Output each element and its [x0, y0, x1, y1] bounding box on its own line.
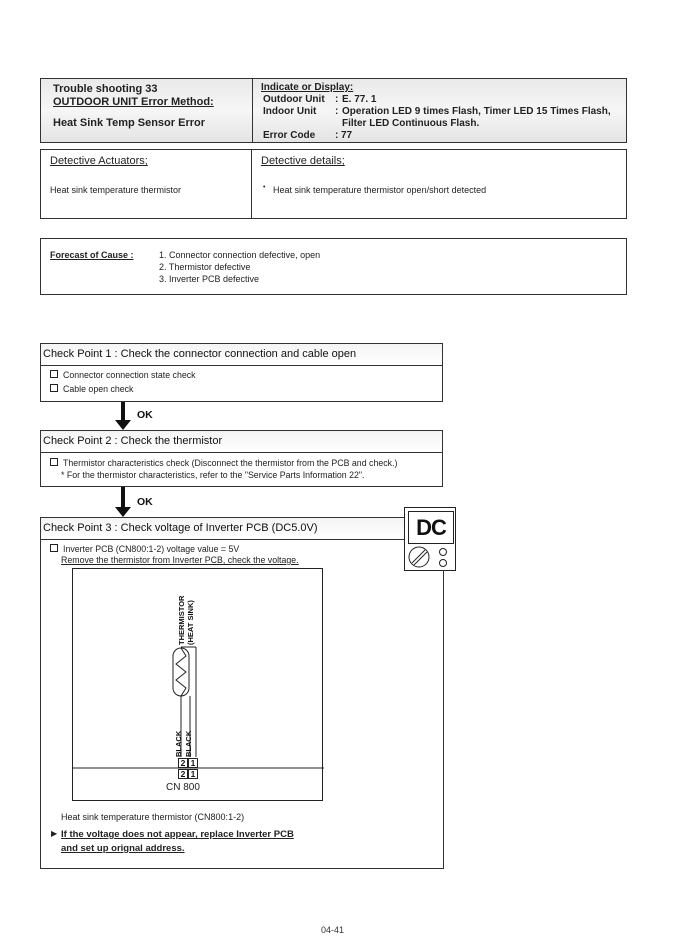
checklist-item-label: Inverter PCB (CN800:1-2) voltage value = 5V: [63, 544, 240, 554]
error-name: Heat Sink Temp Sensor Error: [53, 117, 206, 129]
down-arrow-icon: [115, 487, 131, 517]
service-info-note: * For the thermistor characteristics, refer to the "Service Parts Information 22".: [61, 470, 365, 480]
thermistor-label: THERMISTOR: [177, 595, 186, 645]
action-line-1: If the voltage does not appear, replace Inverter PCB: [61, 829, 294, 840]
colon: :: [335, 130, 339, 141]
forecast-item: 1. Connector connection defective, open: [159, 250, 321, 260]
connector-pin: 1: [188, 769, 198, 779]
action-arrow-icon: ▶: [51, 829, 58, 838]
error-header-box: [40, 78, 627, 143]
detective-details-value: Heat sink temperature thermistor open/short detected: [273, 185, 487, 195]
thermistor-heat-sink-label: (HEAT SINK): [186, 600, 195, 645]
header-divider: [252, 79, 253, 142]
dc-multimeter-icon: [404, 507, 456, 571]
outdoor-unit-value: E. 77. 1: [342, 94, 377, 105]
forecast-item: 2. Thermistor defective: [159, 262, 251, 272]
troubleshooting-title: Trouble shooting 33: [53, 83, 158, 95]
checkbox-icon: [50, 370, 58, 378]
indoor-unit-value-2: Filter LED Continuous Flash.: [342, 118, 480, 129]
indicate-display-label: Indicate or Display:: [261, 82, 354, 93]
connector-pin: 2: [178, 769, 188, 779]
down-arrow-icon: [115, 402, 131, 430]
detective-box: [40, 149, 627, 219]
error-code-value: 77: [341, 130, 353, 141]
connector-pin: 2: [178, 758, 188, 768]
checkbox-icon: [50, 458, 58, 466]
checklist-item: [50, 544, 239, 554]
check-point-2: [40, 430, 443, 487]
thermistor-symbol-icon: [73, 569, 324, 802]
checklist-item: [50, 384, 133, 394]
check-point-3-title: Check Point 3 : Check voltage of Inverter PCB (DC5.0V): [41, 518, 443, 540]
wire-color-label: BLACK: [174, 730, 183, 757]
indoor-unit-label: Indoor Unit: [263, 106, 317, 117]
voltage-check-note: Remove the thermistor from Inverter PCB, check the voltage.: [61, 555, 299, 565]
bullet-icon: •: [263, 184, 266, 191]
checkbox-icon: [50, 384, 58, 392]
connector-pin: 1: [188, 758, 198, 768]
forecast-label: Forecast of Cause :: [50, 250, 134, 260]
detective-actuators-value: Heat sink temperature thermistor: [50, 185, 182, 195]
outdoor-unit-label: Outdoor Unit: [263, 94, 325, 105]
detective-divider: [251, 150, 252, 218]
ok-label: OK: [137, 496, 153, 508]
error-method-label: OUTDOOR UNIT Error Method:: [53, 96, 214, 108]
wire-color-label: BLACK: [184, 730, 193, 757]
forecast-box: [40, 238, 627, 295]
page-number: 04-41: [321, 925, 345, 935]
colon: :: [335, 106, 339, 117]
checklist-item: [50, 458, 397, 468]
diagram-caption: Heat sink temperature thermistor (CN800:1-2): [61, 812, 245, 822]
error-code-label: Error Code: [263, 130, 316, 141]
check-point-1-title: Check Point 1 : Check the connector connection and cable open: [41, 344, 442, 366]
ok-label: OK: [137, 409, 153, 421]
detective-actuators-label: Detective Actuators;: [50, 155, 148, 167]
action-line-2: and set up orignal address.: [61, 843, 185, 854]
indoor-unit-value-1: Operation LED 9 times Flash, Timer LED 15 Times Flash,: [342, 106, 611, 117]
connector-label: CN 800: [166, 782, 200, 793]
check-point-2-title: Check Point 2 : Check the thermistor: [41, 431, 442, 453]
wiring-diagram: [72, 568, 323, 801]
forecast-item: 3. Inverter PCB defective: [159, 274, 260, 284]
checklist-item-label: Connector connection state check: [63, 370, 196, 380]
colon: :: [335, 94, 339, 105]
checklist-item-label: Cable open check: [63, 384, 134, 394]
detective-details-label: Detective details;: [261, 155, 345, 167]
check-point-1: [40, 343, 443, 402]
checkbox-icon: [50, 544, 58, 552]
multimeter-dial-icon: [407, 544, 453, 570]
dc-label: DC: [408, 511, 454, 544]
checklist-item-label: Thermistor characteristics check (Disconnect the thermistor from the PCB and check.): [63, 458, 398, 468]
checklist-item: [50, 370, 196, 380]
